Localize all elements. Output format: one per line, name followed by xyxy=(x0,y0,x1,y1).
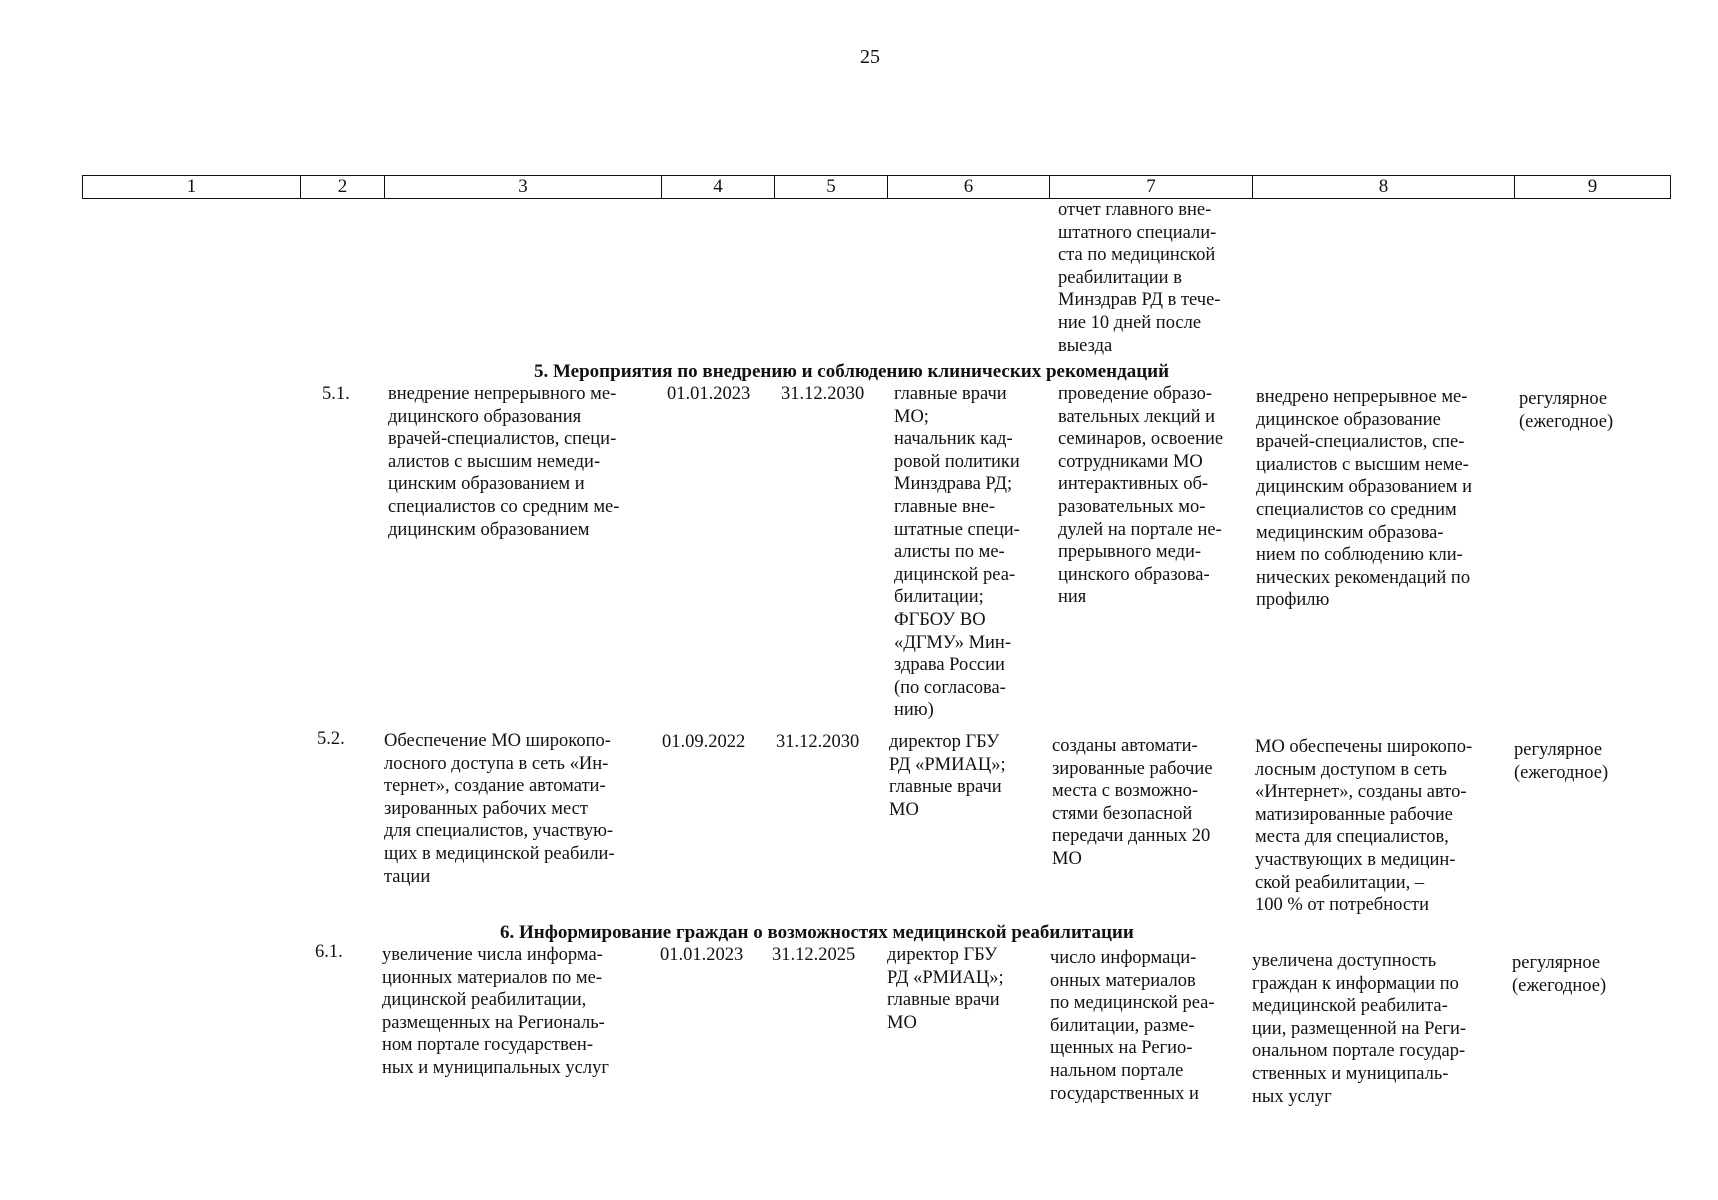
column-number-header xyxy=(82,175,1671,199)
text-line: разовательных мо- xyxy=(1058,496,1206,517)
text-line: онных материалов xyxy=(1050,970,1196,991)
text-line: директор ГБУ xyxy=(889,732,1000,752)
text-line: МО обеспечены широкопо- xyxy=(1255,737,1473,757)
end-date: 31.12.2030 xyxy=(781,384,865,404)
responsible-persons xyxy=(889,731,1029,821)
text-line: (ежегодное) xyxy=(1519,411,1614,432)
text-line: сотрудниками МО xyxy=(1058,451,1203,472)
periodicity xyxy=(1512,952,1662,997)
text-line: регулярное xyxy=(1514,740,1603,760)
text-line: РД «РМИАЦ»; xyxy=(889,754,1006,775)
continuation-indicator xyxy=(1058,199,1240,357)
text-line: Минздрав РД в тече- xyxy=(1058,290,1221,311)
text-line: прерывного меди- xyxy=(1058,542,1202,563)
column-header-9: 9 xyxy=(1515,176,1671,199)
text-line: регулярное xyxy=(1519,389,1608,409)
expected-result xyxy=(1256,386,1496,612)
text-line: ональном портале государ- xyxy=(1252,1041,1466,1062)
expected-result xyxy=(1255,736,1495,917)
text-line: врачей-специалистов, спе- xyxy=(1256,432,1465,453)
event-description xyxy=(388,383,645,541)
text-line: зированные рабочие xyxy=(1052,758,1213,779)
text-line: нию) xyxy=(894,700,934,721)
row-number: 5.1. xyxy=(322,384,350,404)
text-line: дицинской реабилитации, xyxy=(382,990,587,1011)
periodicity xyxy=(1519,388,1669,433)
text-line: ние 10 дней после xyxy=(1058,312,1202,333)
text-line: цинским образованием и xyxy=(388,474,585,495)
text-line: дицинской реа- xyxy=(894,564,1016,585)
text-line: штатные специ- xyxy=(894,519,1020,540)
start-date: 01.09.2022 xyxy=(662,732,746,752)
text-line: щих в медицинской реабили- xyxy=(384,843,615,864)
text-line: 100 % от потребности xyxy=(1255,895,1430,916)
section-title-5: 5. Мероприятия по внедрению и соблюдению клинических рекомендаций xyxy=(534,361,1170,382)
text-line: лосным доступом в сеть xyxy=(1255,759,1447,780)
text-line: проведение образо- xyxy=(1058,384,1212,404)
text-line: специалистов со средним ме- xyxy=(388,496,620,517)
text-line: реабилитации в xyxy=(1058,267,1182,288)
text-line: здрава России xyxy=(894,655,1005,676)
text-line: размещенных на Региональ- xyxy=(382,1012,605,1033)
text-line: интерактивных об- xyxy=(1058,474,1209,495)
text-line: РД «РМИАЦ»; xyxy=(887,967,1004,988)
event-description xyxy=(382,944,639,1080)
text-line: внедрено непрерывное ме- xyxy=(1256,387,1468,407)
text-line: нальном портале xyxy=(1050,1060,1184,1081)
text-line: МО; xyxy=(894,406,929,427)
text-line: по медицинской реа- xyxy=(1050,993,1215,1014)
periodicity xyxy=(1514,739,1664,784)
section-title-6: 6. Информирование граждан о возможностях медицинской реабилитации xyxy=(500,922,1134,943)
text-line: дулей на портале не- xyxy=(1058,519,1222,540)
text-line: дицинским образованием и xyxy=(1256,477,1472,498)
text-line: места для специалистов, xyxy=(1255,827,1449,848)
text-line: государственных и xyxy=(1050,1083,1199,1104)
text-line: (ежегодное) xyxy=(1512,975,1607,996)
text-line: ции, размещенной на Реги- xyxy=(1252,1018,1467,1039)
text-line: нием по соблюдению кли- xyxy=(1256,545,1463,566)
text-line: места с возможно- xyxy=(1052,781,1199,802)
text-line: созданы автомати- xyxy=(1052,736,1198,756)
text-line: передачи данных 20 xyxy=(1052,826,1211,847)
text-line: ственных и муниципаль- xyxy=(1252,1063,1449,1084)
column-header-8: 8 xyxy=(1253,176,1515,199)
text-line: главные вне- xyxy=(894,496,996,517)
text-line: число информаци- xyxy=(1050,948,1197,968)
row-number: 6.1. xyxy=(315,942,343,962)
text-line: МО xyxy=(1052,848,1082,869)
text-line: тации xyxy=(384,866,431,887)
text-line: главные врачи xyxy=(887,990,1000,1011)
text-line: профилю xyxy=(1256,590,1330,611)
text-line: МО xyxy=(889,799,919,820)
text-line: ных и муниципальных услуг xyxy=(382,1057,609,1078)
expected-result xyxy=(1252,950,1492,1108)
text-line: специалистов со средним xyxy=(1256,499,1457,520)
text-line: начальник кад- xyxy=(894,429,1013,450)
text-line: ста по медицинской xyxy=(1058,245,1216,266)
text-line: дицинским образованием xyxy=(388,519,590,540)
indicator xyxy=(1052,735,1238,871)
text-line: Обеспечение МО широкопо- xyxy=(384,731,611,751)
text-line: ния xyxy=(1058,587,1087,608)
text-line: штатного специали- xyxy=(1058,222,1217,243)
text-line: регулярное xyxy=(1512,953,1601,973)
text-line: выезда xyxy=(1058,335,1113,356)
text-line: медицинской реабилита- xyxy=(1252,996,1448,1017)
text-line: тернет», создание автомати- xyxy=(384,776,606,797)
text-line: увеличение числа информа- xyxy=(382,945,603,965)
text-line: ных услуг xyxy=(1252,1086,1332,1107)
text-line: зированных рабочих мест xyxy=(384,798,588,819)
text-line: (ежегодное) xyxy=(1514,762,1609,783)
text-line: семинаров, освоение xyxy=(1058,429,1224,450)
text-line: билитации, разме- xyxy=(1050,1015,1195,1036)
text-line: ской реабилитации, – xyxy=(1255,872,1425,893)
text-line: главные врачи xyxy=(894,384,1007,404)
event-description xyxy=(384,730,641,888)
text-line: врачей-специалистов, специ- xyxy=(388,429,617,450)
text-line: «Интернет», созданы авто- xyxy=(1255,782,1467,803)
text-line: вательных лекций и xyxy=(1058,406,1216,427)
text-line: билитации; xyxy=(894,587,984,608)
row-number: 5.2. xyxy=(317,729,345,749)
column-header-5: 5 xyxy=(775,176,888,199)
indicator xyxy=(1050,947,1236,1105)
text-line: участвующих в медицин- xyxy=(1255,849,1456,870)
text-line: алистов с высшим немеди- xyxy=(388,451,601,472)
text-line: медицинским образова- xyxy=(1256,522,1444,543)
end-date: 31.12.2030 xyxy=(776,732,860,752)
column-header-7: 7 xyxy=(1050,176,1253,199)
column-header-1: 1 xyxy=(83,176,301,199)
text-line: внедрение непрерывного ме- xyxy=(388,384,617,404)
start-date: 01.01.2023 xyxy=(667,384,751,404)
column-header-6: 6 xyxy=(888,176,1050,199)
text-line: матизированные рабочие xyxy=(1255,804,1453,825)
column-header-4: 4 xyxy=(662,176,775,199)
text-line: алисты по ме- xyxy=(894,542,1005,563)
text-line: лосного доступа в сеть «Ин- xyxy=(384,753,609,774)
text-line: стями безопасной xyxy=(1052,803,1193,824)
text-line: ФГБОУ ВО xyxy=(894,609,986,630)
responsible-persons xyxy=(887,944,1027,1034)
responsible-persons xyxy=(894,383,1031,722)
text-line: дицинское образование xyxy=(1256,409,1441,430)
text-line: главные врачи xyxy=(889,777,1002,798)
text-line: директор ГБУ xyxy=(887,945,998,965)
text-line: «ДГМУ» Мин- xyxy=(894,632,1011,653)
text-line: увеличена доступность xyxy=(1252,951,1437,971)
column-header-2: 2 xyxy=(301,176,385,199)
text-line: щенных на Регио- xyxy=(1050,1038,1193,1059)
text-line: цинского образова- xyxy=(1058,564,1210,585)
text-line: (по согласова- xyxy=(894,677,1006,698)
text-line: ционных материалов по ме- xyxy=(382,967,602,988)
end-date: 31.12.2025 xyxy=(772,945,856,965)
start-date: 01.01.2023 xyxy=(660,945,744,965)
column-header-3: 3 xyxy=(385,176,662,199)
text-line: ном портале государствен- xyxy=(382,1035,593,1056)
text-line: Минздрава РД; xyxy=(894,474,1013,495)
indicator xyxy=(1058,383,1240,609)
text-line: МО xyxy=(887,1012,917,1033)
text-line: для специалистов, участвую- xyxy=(384,821,614,842)
text-line: дицинского образования xyxy=(388,406,582,427)
text-line: ровой политики xyxy=(894,451,1020,472)
text-line: циалистов с высшим неме- xyxy=(1256,454,1469,475)
text-line: граждан к информации по xyxy=(1252,973,1459,994)
text-line: отчет главного вне- xyxy=(1058,200,1212,220)
text-line: нических рекомендаций по xyxy=(1256,567,1471,588)
page-number: 25 xyxy=(860,46,880,68)
